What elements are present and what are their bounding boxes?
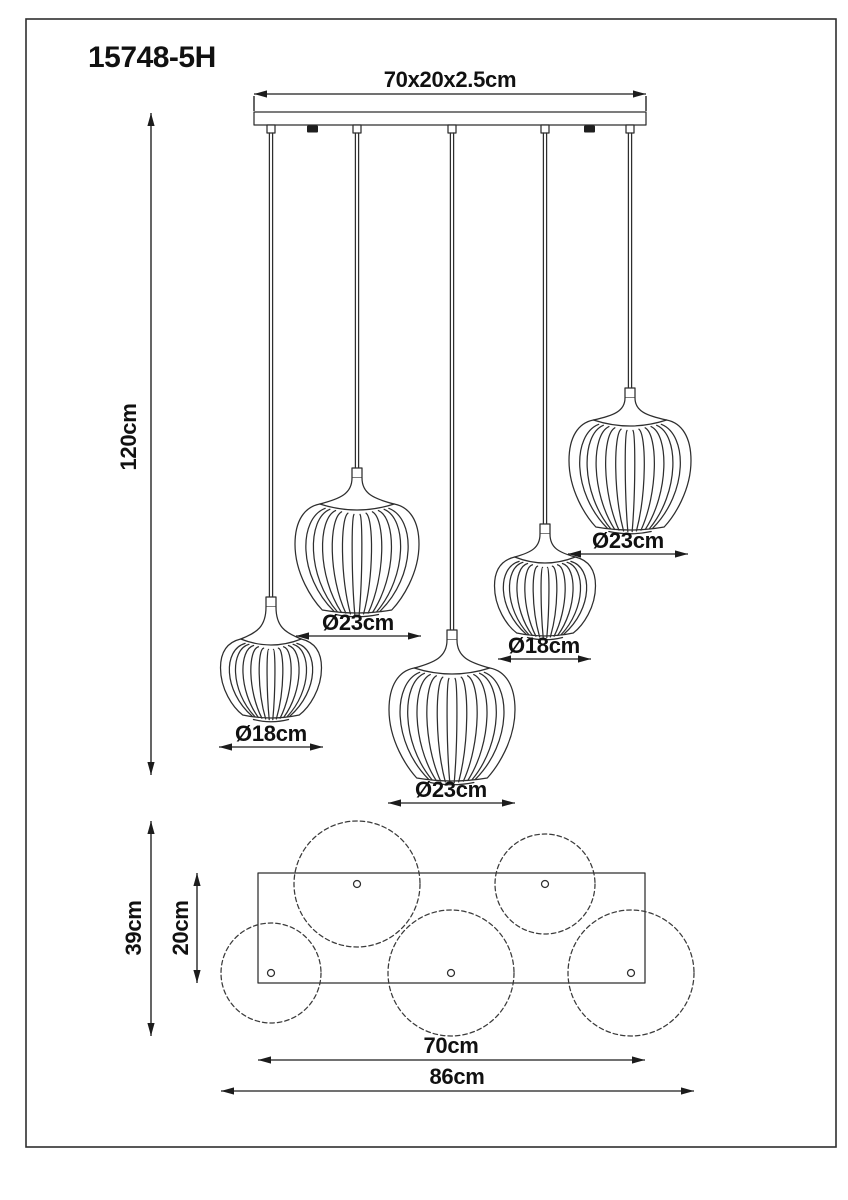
arrowhead bbox=[681, 1087, 694, 1094]
ceiling-canopy bbox=[254, 112, 646, 125]
canopy-screw-1 bbox=[307, 126, 318, 133]
shade-cord-connector bbox=[625, 388, 635, 398]
shade-cord-connector bbox=[447, 630, 457, 640]
pendant-4-diameter-label: Ø18cm bbox=[508, 633, 580, 658]
cord-hole-2 bbox=[354, 881, 361, 888]
canopy-dimension-label: 70x20x2.5cm bbox=[383, 67, 517, 92]
arrowhead bbox=[258, 1056, 271, 1063]
arrowhead bbox=[633, 90, 646, 97]
canopy-depth-arrow bbox=[193, 873, 200, 983]
overall-depth-arrow bbox=[147, 821, 154, 1036]
suspension-height-arrow bbox=[147, 113, 154, 775]
pendant-1 bbox=[221, 125, 322, 722]
shade-neck bbox=[241, 607, 302, 643]
cord-hole-3 bbox=[448, 970, 455, 977]
page-title: 15748-5H bbox=[88, 41, 216, 74]
cord-hole-5 bbox=[628, 970, 635, 977]
pendant-3 bbox=[389, 125, 515, 785]
shade-neck bbox=[414, 640, 490, 672]
canopy-screw-2 bbox=[584, 126, 595, 133]
arrowhead bbox=[147, 1023, 154, 1036]
pendant-2-diameter-label: Ø23cm bbox=[322, 610, 394, 635]
arrowhead bbox=[632, 1056, 645, 1063]
canopy-cord-connector bbox=[626, 125, 634, 133]
pendant-1-diameter-label: Ø18cm bbox=[235, 721, 307, 746]
shade-cord-connector bbox=[540, 524, 550, 534]
front-view-shades bbox=[221, 112, 692, 785]
arrowhead bbox=[254, 90, 267, 97]
page-border bbox=[26, 19, 836, 1147]
shade-neck bbox=[515, 534, 576, 561]
arrowhead bbox=[408, 632, 421, 639]
canopy-cord-connector bbox=[541, 125, 549, 133]
overall-width-label: 86cm bbox=[429, 1064, 485, 1089]
arrowhead bbox=[193, 873, 200, 886]
pendant-2 bbox=[295, 125, 419, 617]
canopy-width-label: 70cm bbox=[423, 1033, 479, 1058]
canopy-cord-connector bbox=[448, 125, 456, 133]
shade-neck bbox=[320, 478, 394, 508]
arrowhead bbox=[193, 970, 200, 983]
top-view-diagram bbox=[147, 821, 694, 1095]
arrowhead bbox=[147, 821, 154, 834]
pendant-4 bbox=[495, 125, 596, 640]
suspension-height-label: 120cm bbox=[116, 403, 141, 471]
canopy-cord-connector bbox=[353, 125, 361, 133]
arrowhead bbox=[310, 743, 323, 750]
cord-hole-4 bbox=[542, 881, 549, 888]
arrowhead bbox=[147, 113, 154, 126]
arrowhead bbox=[221, 1087, 234, 1094]
cord-hole-1 bbox=[268, 970, 275, 977]
canopy-cord-connector bbox=[267, 125, 275, 133]
shade-cord-connector bbox=[266, 597, 276, 607]
arrowhead bbox=[388, 799, 401, 806]
pendant-5 bbox=[569, 125, 691, 534]
arrowhead bbox=[147, 762, 154, 775]
pendant-3-diameter-label: Ø23cm bbox=[415, 777, 487, 802]
canopy-depth-label: 20cm bbox=[168, 900, 193, 956]
arrowhead bbox=[502, 799, 515, 806]
overall-depth-label: 39cm bbox=[121, 900, 146, 956]
pendant-5-diameter-label: Ø23cm bbox=[592, 528, 664, 553]
shade-neck bbox=[593, 398, 666, 424]
arrowhead bbox=[219, 743, 232, 750]
shade-cord-connector bbox=[352, 468, 362, 478]
arrowhead bbox=[675, 550, 688, 557]
